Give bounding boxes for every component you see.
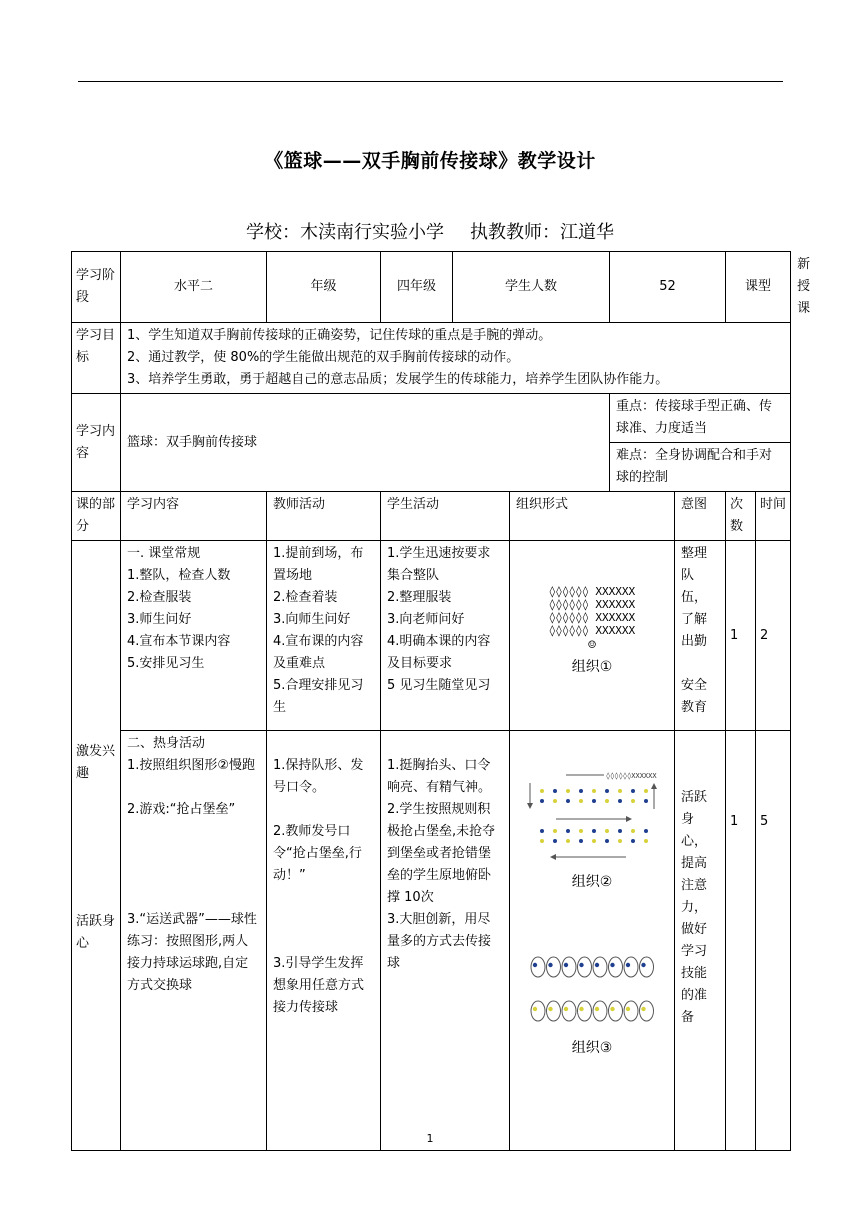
section2-times: 1 [726,731,756,1151]
header-student: 学生活动 [381,492,510,541]
students-label: 学生人数 [453,252,610,323]
students-value: 52 [610,252,726,323]
formation-dot [592,829,596,833]
section1-org [510,541,675,731]
relay-ring [640,1001,654,1021]
info-row: 学习阶段 水平二 年级 四年级 学生人数 52 课型 新授课 [72,252,791,323]
grade-label: 年级 [267,252,381,323]
section1-teacher [267,541,381,731]
relay-ball [626,1007,630,1011]
formation-dot [644,789,648,793]
formation-dot [540,799,544,803]
header-teacher: 教师活动 [267,492,381,541]
section1-student-line: 4.明确本课的内容及目标要求 [387,634,491,671]
formation-dot [592,839,596,843]
formation-dot [566,829,570,833]
formation-diagram-2 [526,771,658,867]
column-header-row [72,492,791,541]
relay-ball [595,963,599,967]
goals-label: 学习目标 [72,323,121,394]
relay-ring [547,957,561,977]
formation-diagram-2-top: ◊◊◊◊◊◊XXXXXX [606,772,657,780]
section1-student-line: 3.向老师问好 [387,612,465,627]
section2-student-item: 2.学生按照规则积极抢占堡垒,未抢夺到堡垒或者抢错堡垒的学生原地俯卧撑 10次 [387,802,496,905]
relay-ring [547,1001,561,1021]
header-org: 组织形式 [510,492,675,541]
section2-content [121,731,267,1151]
section1-teacher-line: 2.检查着装 [273,590,338,605]
formation-dot [618,799,622,803]
relay-ring [593,957,607,977]
section2-content-item: 1.按照组织图形②慢跑 [127,758,256,773]
type-label: 课型 [726,252,791,323]
relay-ring [531,1001,545,1021]
part-label-1: 激发兴趣 [76,744,116,781]
formation-dot [540,839,544,843]
formation-dot [579,829,583,833]
relay-ball [595,1007,599,1011]
header-part: 课的部分 [72,492,121,541]
relay-ball [548,963,552,967]
part-label-2: 活跃身心 [76,914,116,951]
section1-teacher-line: 5.合理安排见习生 [273,678,364,715]
section1-student [381,541,510,731]
content-value: 篮球：双手胸前传接球 [121,394,610,492]
section2-content-item: 2.游戏:“抢占堡垒” [127,802,236,817]
formation-diagram-3 [526,953,658,1033]
relay-ball [610,963,614,967]
formation-dot [644,839,648,843]
relay-ball [579,963,583,967]
section1-student-line: 2.整理服装 [387,590,452,605]
relay-ball [641,1007,645,1011]
section1-content-line: 3.师生问好 [127,612,192,627]
formation-dot [631,839,635,843]
formation-dot [605,839,609,843]
section1-row [72,541,791,731]
formation-dot [631,829,635,833]
section2-student [381,731,510,1151]
relay-ball [533,963,537,967]
difficulty: 难点：全身协调配合和手对球的控制 [610,443,791,492]
relay-ring [578,1001,592,1021]
section2-teacher-item: 2.教师发号口令“抢占堡垒,行动！” [273,824,362,883]
lesson-plan-table [71,251,811,1151]
section1-teacher-line: 1.提前到场，布置场地 [273,546,364,583]
relay-ball [564,1007,568,1011]
section2-content-title: 二、热身活动 [127,736,206,751]
section1-content-line: 4.宣布本节课内容 [127,634,231,649]
section1-content-line: 2.检查服装 [127,590,192,605]
formation-dot [553,799,557,803]
relay-ring [624,1001,638,1021]
relay-ring [593,1001,607,1021]
section1-student-line: 1.学生迅速按要求集合整队 [387,546,491,583]
relay-ring [624,957,638,977]
formation-dot [605,789,609,793]
formation-dot [592,799,596,803]
relay-ball [641,963,645,967]
formation-dot [605,829,609,833]
relay-ball [610,1007,614,1011]
relay-ring [562,1001,576,1021]
formation-dot [579,789,583,793]
formation-dot [566,799,570,803]
section2-content-item: 3.“运送武器”——球性练习：按照图形,两人接力持球运球跑,自定方式交换球 [127,912,257,993]
stage-value: 水平二 [121,252,267,323]
formation-dot [618,829,622,833]
section2-teacher-item: 3.引导学生发挥想象用任意方式接力传接球 [273,956,365,1015]
formation-dot [605,799,609,803]
document-subtitle [0,218,860,244]
relay-ring [578,957,592,977]
teacher-name: 执教教师：江道华 [470,222,614,243]
relay-ball [564,963,568,967]
relay-ring [562,957,576,977]
formation-dot [644,799,648,803]
section1-time: 2 [756,541,791,731]
section1-teacher-line: 4.宣布课的内容及重难点 [273,634,364,671]
section1-content-line: 1.整队，检查人数 [127,568,231,583]
header-times: 次数 [726,492,756,541]
section1-content-line: 一. 课堂常规 [127,546,201,561]
goals-list [121,323,791,394]
section2-student-item: 3.大胆创新，用尽量多的方式去传接球 [387,912,492,971]
formation-dot [566,839,570,843]
section2-teacher [267,731,381,1151]
formation-dot [540,829,544,833]
formation-dot [553,789,557,793]
section2-teacher-item: 1.保持队形、发号口令。 [273,758,364,795]
org-caption-3: 组织③ [571,1040,613,1056]
formation-dot [540,789,544,793]
content-label: 学习内容 [72,394,121,492]
content-row-1 [72,394,791,443]
formation-dot [618,789,622,793]
org-caption-1: 组织① [571,659,613,675]
section1-teacher-line: 3.向师生问好 [273,612,351,627]
relay-ball [626,963,630,967]
section2-intent: 活跃身心，提高注意力，做好学习技能的准备 [675,731,726,1151]
relay-ring [609,957,623,977]
section2-row [72,731,791,1151]
org-caption-2: 组织② [571,874,613,890]
formation-dot [644,829,648,833]
teacher-icon: ☺ [588,638,596,653]
formation-dot [631,799,635,803]
section1-intent-b: 安全教育 [681,678,708,715]
stage-label: 学习阶段 [72,252,121,323]
formation-dot [592,789,596,793]
formation-dot [618,839,622,843]
goal-item: 3、培养学生勇敢，勇于超越自己的意志品质；发展学生的传球能力，培养学生团队协作能力。 [127,372,669,387]
formation-dot [579,839,583,843]
formation-row: ◊◊◊◊◊◊ XXXXXX [548,585,636,598]
goal-item: 2、通过教学，使 80%的学生能做出规范的双手胸前传接球的动作。 [127,350,520,365]
goal-item: 1、学生知道双手胸前传接球的正确姿势，记住传球的重点是手腕的弹动。 [127,328,552,343]
section2-time: 5 [756,731,791,1151]
section1-times: 1 [726,541,756,731]
formation-dot [553,839,557,843]
relay-ball [533,1007,537,1011]
relay-ring [640,957,654,977]
grade-value: 四年级 [381,252,453,323]
header-time: 时间 [756,492,791,541]
section1-content [121,541,267,731]
section1-intent [675,541,726,731]
section1-content-line: 5.安排见习生 [127,656,205,671]
header-intent: 意图 [675,492,726,541]
formation-row: ◊◊◊◊◊◊ XXXXXX [548,598,636,611]
formation-diagram-1 [516,585,668,652]
section2-student-item: 1.挺胸抬头、口令响亮、有精气神。 [387,758,492,795]
formation-dot [631,789,635,793]
relay-ball [548,1007,552,1011]
formation-dot [579,799,583,803]
formation-dot [553,829,557,833]
section1-student-line: 5 见习生随堂见习 [387,678,491,693]
relay-ring [531,957,545,977]
part-cell [72,541,121,1151]
goals-row [72,323,791,394]
header-content: 学习内容 [121,492,267,541]
relay-ring [609,1001,623,1021]
formation-row: ◊◊◊◊◊◊ XXXXXX [548,624,636,637]
school-name: 学校：木渎南行实验小学 [246,222,444,243]
formation-row: ◊◊◊◊◊◊ XXXXXX [548,611,636,624]
header-rule [78,81,783,82]
page-number: 1 [426,1132,434,1145]
formation-dot [566,789,570,793]
relay-ball [579,1007,583,1011]
section2-org [510,731,675,1151]
document-title: 《篮球——双手胸前传接球》教学设计 [264,150,596,172]
key-point: 重点：传接球手型正确、传球准、力度适当 [610,394,791,443]
section1-intent-a: 整理队伍，了解出勤 [681,546,708,649]
